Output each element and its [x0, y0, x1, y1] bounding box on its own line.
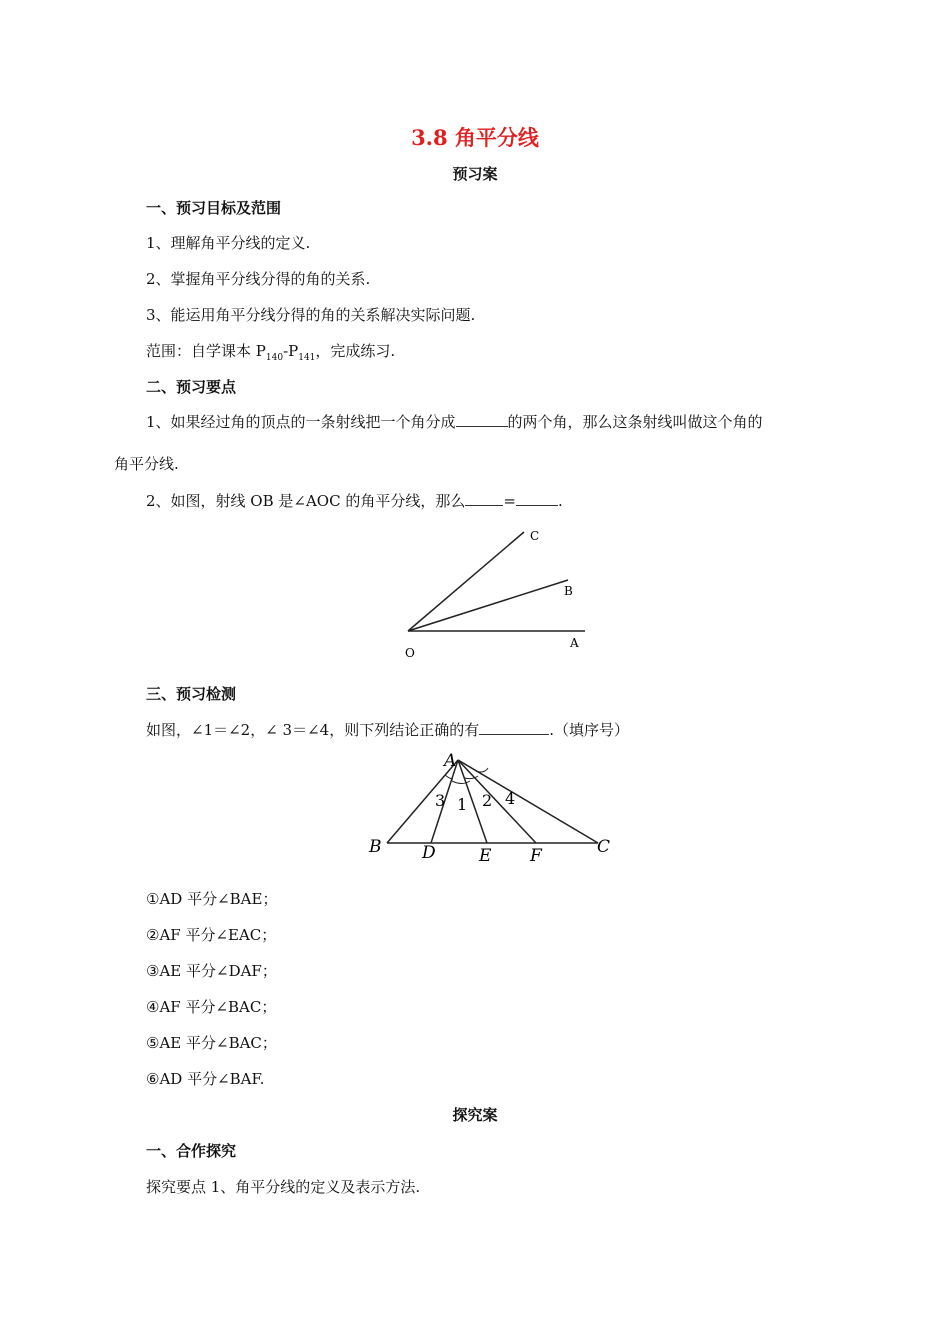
- segment-ac: [458, 760, 598, 843]
- question-1-text-a: 1、如果经过角的顶点的一条射线把一个角分成: [146, 413, 456, 431]
- answer-blank-1[interactable]: [456, 412, 508, 427]
- section2-heading: 二、预习要点: [146, 378, 237, 396]
- question-1-text-b: 的两个角，那么这条射线叫做这个角的: [507, 413, 763, 431]
- preview-label: 预习案: [452, 165, 498, 183]
- check-question: [146, 719, 629, 740]
- angle-label-4: 4: [505, 789, 516, 808]
- scope-dash: -P: [283, 342, 299, 360]
- objective-2: 2、掌握角平分线分得的角的关系.: [146, 270, 371, 288]
- label-c: C: [597, 837, 611, 857]
- ray-ob: [408, 580, 568, 631]
- explore-label: 探究案: [452, 1106, 498, 1124]
- option-6: ⑥AD 平分∠BAF.: [146, 1070, 265, 1088]
- label-b: B: [369, 837, 382, 857]
- question-2-end: .: [557, 492, 563, 510]
- page-title: 3.8 角平分线: [411, 125, 539, 150]
- option-4: ④AF 平分∠BAC；: [146, 998, 277, 1016]
- section3-heading: 三、预习检测: [146, 685, 237, 703]
- label-a: A: [444, 751, 457, 771]
- label-e: E: [479, 846, 492, 866]
- option-5: ⑤AE 平分∠BAC；: [146, 1034, 277, 1052]
- equals-sign: =: [503, 492, 516, 510]
- angle-label-1: 1: [457, 795, 468, 814]
- triangle-figure: [360, 745, 620, 870]
- option-3: ③AE 平分∠DAF；: [146, 962, 277, 980]
- label-c: C: [530, 529, 540, 543]
- label-a: A: [570, 636, 579, 650]
- angle-arc-1: [452, 781, 470, 784]
- scope-page-end: 141: [298, 353, 316, 363]
- option-1: ①AD 平分∠BAE；: [146, 890, 278, 908]
- option-2: ②AF 平分∠EAC；: [146, 926, 277, 944]
- scope-page-start: 140: [265, 353, 284, 363]
- label-d: D: [422, 843, 436, 863]
- question-1-line1: [146, 411, 763, 432]
- angle-bisector-figure: [395, 522, 595, 667]
- scope-line: [146, 340, 395, 363]
- segment-af: [458, 760, 536, 843]
- ray-oc: [408, 532, 524, 631]
- question-2-text: 2、如图，射线 OB 是∠AOC 的角平分线，那么: [146, 492, 466, 510]
- explore-point-1: 探究要点 1、角平分线的定义及表示方法.: [146, 1178, 421, 1196]
- answer-blank-3[interactable]: [516, 491, 558, 506]
- segment-ab: [387, 760, 458, 843]
- check-question-text: 如图，∠1＝∠2，∠ 3＝∠4，则下列结论正确的有: [146, 721, 480, 739]
- label-o: O: [405, 646, 415, 660]
- angle-arc-4: [476, 768, 488, 772]
- angle-label-3: 3: [435, 791, 446, 810]
- objective-1: 1、理解角平分线的定义.: [146, 234, 311, 252]
- check-question-end: .（填序号）: [549, 721, 629, 739]
- question-2: [146, 490, 563, 511]
- scope-suffix: ，完成练习.: [315, 342, 396, 360]
- question-1-line2: 角平分线.: [114, 455, 179, 473]
- explore-heading: 一、合作探究: [146, 1142, 237, 1160]
- label-f: F: [530, 846, 542, 866]
- answer-blank-4[interactable]: [479, 720, 549, 735]
- scope-prefix: 范围：自学课本 P: [146, 342, 266, 360]
- answer-blank-2[interactable]: [465, 491, 503, 506]
- label-b: B: [564, 584, 573, 598]
- angle-label-2: 2: [482, 791, 493, 810]
- section1-heading: 一、预习目标及范围: [146, 199, 282, 217]
- objective-3: 3、能运用角平分线分得的角的关系解决实际问题.: [146, 306, 476, 324]
